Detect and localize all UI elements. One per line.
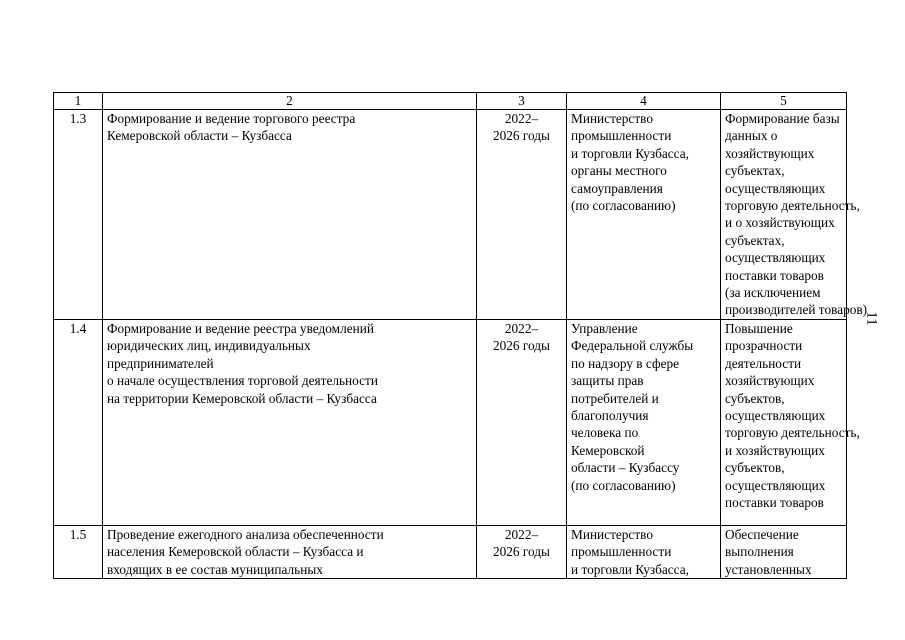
responsible-executor-line: Федеральной службы bbox=[571, 338, 694, 354]
implementation-period-cell bbox=[477, 319, 567, 525]
measure-title-line: населения Кемеровской области – Кузбасса и bbox=[107, 544, 364, 560]
measure-title-line: о начале осуществления торговой деятельности bbox=[107, 373, 378, 389]
expected-result-line: и о хозяйствующих bbox=[725, 215, 835, 231]
responsible-executor-line: промышленности bbox=[571, 544, 672, 560]
expected-result-line: субъектах, bbox=[725, 232, 785, 248]
responsible-executor-line: по надзору в сфере bbox=[571, 355, 680, 371]
responsible-executor-line: и торговли Кузбасса, bbox=[571, 145, 689, 161]
measure-title-cell bbox=[103, 319, 477, 525]
measure-title-line: Формирование и ведение торгового реестра bbox=[107, 111, 356, 126]
row-number-cell: 1.4 bbox=[54, 319, 103, 525]
expected-result-line: (за исключением bbox=[725, 285, 821, 301]
responsible-executor-line: самоуправления bbox=[571, 180, 663, 196]
responsible-executor-cell bbox=[567, 110, 721, 320]
responsible-executor-line: области – Кузбассу bbox=[571, 460, 680, 476]
expected-result-line: выполнения bbox=[725, 544, 794, 560]
expected-result-line: субъектов, bbox=[725, 390, 785, 406]
measure-title-line: входящих в ее состав муниципальных bbox=[107, 561, 323, 577]
expected-result-line: Повышение bbox=[725, 320, 793, 336]
implementation-period-line: 2026 годы bbox=[492, 338, 550, 354]
expected-result-line: прозрачности bbox=[725, 338, 803, 354]
column-header: 4 bbox=[567, 93, 721, 110]
column-header: 1 bbox=[54, 93, 103, 110]
expected-result-cell bbox=[721, 110, 868, 320]
table-row bbox=[54, 525, 847, 578]
table-header-row bbox=[54, 93, 847, 110]
responsible-executor-line: Министерство bbox=[571, 526, 653, 542]
responsible-executor-line: потребителей и bbox=[571, 390, 659, 406]
expected-result-line: данных о bbox=[725, 128, 778, 144]
measure-title-line: на территории Кемеровской области – Кузбасса bbox=[107, 390, 377, 406]
column-header: 5 bbox=[721, 93, 847, 110]
responsible-executor-line: промышленности bbox=[571, 128, 672, 144]
expected-result-line: осуществляющих bbox=[725, 250, 826, 266]
column-header: 2 bbox=[103, 93, 477, 110]
expected-result-line: Формирование базы bbox=[725, 111, 840, 126]
table-row bbox=[54, 319, 847, 525]
responsible-executor-line: Управление bbox=[571, 320, 638, 336]
expected-result-line: хозяйствующих bbox=[725, 373, 815, 389]
implementation-period-line: 2022– bbox=[504, 320, 539, 336]
row-number-cell: 1.5 bbox=[54, 525, 103, 578]
measure-title-cell bbox=[103, 525, 477, 578]
responsible-executor-line: органы местного bbox=[571, 163, 667, 179]
measure-title-line: Кемеровской области – Кузбасса bbox=[107, 128, 292, 144]
measure-title-line: предпринимателей bbox=[107, 355, 214, 371]
expected-result-line: субъектов, bbox=[725, 460, 785, 476]
responsible-executor-line: Кемеровской bbox=[571, 442, 645, 458]
expected-result-line: осуществляющих bbox=[725, 477, 826, 493]
implementation-period-line: 2022– bbox=[504, 111, 539, 126]
implementation-period-line: 2026 годы bbox=[492, 128, 550, 144]
implementation-period-line: 2022– bbox=[504, 526, 539, 542]
expected-result-line: Обеспечение bbox=[725, 526, 799, 542]
expected-result-cell bbox=[721, 525, 847, 578]
expected-result-line: торговую деятельность, bbox=[725, 425, 860, 441]
implementation-period-cell bbox=[477, 110, 567, 320]
expected-result-line: поставки товаров bbox=[725, 267, 824, 283]
expected-result-line: торговую деятельность, bbox=[725, 198, 860, 214]
implementation-period-cell bbox=[477, 525, 567, 578]
expected-result-line: осуществляющих bbox=[725, 407, 826, 423]
responsible-executor-line: Министерство bbox=[571, 111, 653, 126]
responsible-executor-cell bbox=[567, 319, 721, 525]
page-number: 11 bbox=[863, 311, 880, 326]
expected-result-line: поставки товаров bbox=[725, 494, 824, 510]
expected-result-line: производителей товаров) bbox=[725, 302, 868, 318]
row-number-cell: 1.3 bbox=[54, 110, 103, 320]
implementation-period-line: 2026 годы bbox=[492, 544, 550, 560]
measure-title-cell bbox=[103, 110, 477, 320]
responsible-executor-line: (по согласованию) bbox=[571, 198, 676, 214]
responsible-executor-line: и торговли Кузбасса, bbox=[571, 561, 689, 577]
table-row bbox=[54, 110, 847, 320]
expected-result-line: установленных bbox=[725, 561, 812, 577]
expected-result-line: деятельности bbox=[725, 355, 802, 371]
expected-result-line: субъектах, bbox=[725, 163, 785, 179]
plan-table bbox=[53, 92, 868, 579]
measure-title-line: Формирование и ведение реестра уведомлений bbox=[107, 320, 374, 336]
expected-result-cell bbox=[721, 319, 860, 525]
expected-result-line: хозяйствующих bbox=[725, 145, 815, 161]
responsible-executor-line: защиты прав bbox=[571, 373, 644, 389]
responsible-executor-cell bbox=[567, 525, 721, 578]
measure-title-line: Проведение ежегодного анализа обеспеченности bbox=[107, 526, 384, 542]
expected-result-line: и хозяйствующих bbox=[725, 442, 825, 458]
column-header: 3 bbox=[477, 93, 567, 110]
expected-result-line: осуществляющих bbox=[725, 180, 826, 196]
responsible-executor-line: человека по bbox=[571, 425, 639, 441]
responsible-executor-line: благополучия bbox=[571, 407, 649, 423]
measure-title-line: юридических лиц, индивидуальных bbox=[107, 338, 311, 354]
responsible-executor-line: (по согласованию) bbox=[571, 477, 676, 493]
